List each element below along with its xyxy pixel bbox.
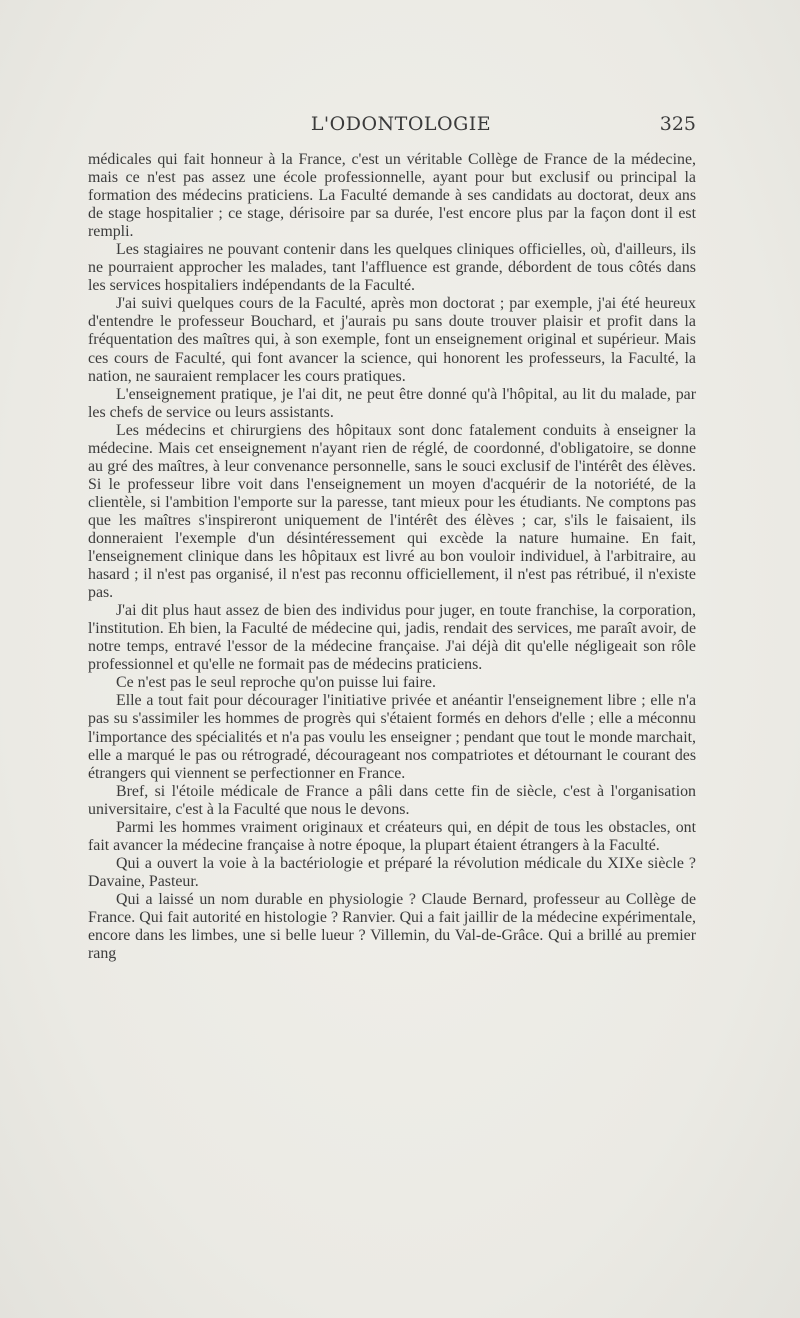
paragraph: Elle a tout fait pour décourager l'initiative privée et anéantir l'enseignement libre ; elle n'a pas su s'assimiler les hommes de progrès qui s'étaient formés en dehors d'elle ; elle a méconnu l'importance des spécialités et n'a pas voulu les enseigner ; pendant que tout le monde marchait, elle a marqué le pas ou rétrogradé, décourageant nos compatriotes et détournant le courant des étrangers qui viennent se perfectionner en France. (88, 692, 696, 782)
paragraph: Les médecins et chirurgiens des hôpitaux sont donc fatalement conduits à enseigner la médecine. Mais cet enseignement n'ayant rien de réglé, de coordonné, d'obligatoire, se donne au gré des maîtres, à leur convenance personnelle, sans le souci exclusif de l'intérêt des élèves. Si le professeur libre voit dans l'enseignement un moyen d'acquérir de la notoriété, de la clientèle, si l'ambition l'emporte sur la paresse, tant mieux pour les étudiants. Ne comptons pas que les maîtres s'inspireront uniquement de l'intérêt des élèves ; car, s'ils le faisaient, ils donneraient l'exemple d'un désintéressement qui excède la nature humaine. En fait, l'enseignement clinique dans les hôpitaux est livré au bon vouloir individuel, à l'arbitraire, au hasard ; il n'est pas organisé, il n'est pas reconnu officiellement, il n'est pas rétribué, il n'existe pas. (88, 421, 696, 602)
page-number: 325 (659, 113, 696, 135)
paragraph: Qui a ouvert la voie à la bactériologie et préparé la révolution médicale du XIXe siècle ? Davaine, Pasteur. (88, 854, 696, 890)
paragraph: J'ai suivi quelques cours de la Faculté, après mon doctorat ; par exemple, j'ai été heureux d'entendre le professeur Bouchard, et j'aurais pu sans doute trouver plaisir et profit dans la fréquentation des maîtres qui, à son exemple, font un enseignement original et supérieur. Mais ces cours de Faculté, qui font avancer la science, qui honorent les professeurs, la Faculté, la nation, ne sauraient remplacer les cours pratiques. (88, 295, 696, 385)
paragraph: Qui a laissé un nom durable en physiologie ? Claude Bernard, professeur au Collège de France. Qui fait autorité en histologie ? Ranvier. Qui a fait jaillir de la médecine expérimentale, encore dans les limbes, une si belle lueur ? Villemin, du Val-de-Grâce. Qui a brillé au premier rang (88, 890, 696, 963)
paragraph: Parmi les hommes vraiment originaux et créateurs qui, en dépit de tous les obstacles, ont fait avancer la médecine française à notre époque, la plupart étaient étrangers à la Faculté. (88, 818, 696, 854)
paragraph: Les stagiaires ne pouvant contenir dans les quelques cliniques officielles, où, d'ailleurs, ils ne pourraient approcher les malades, tant l'affluence est grande, débordent de tous côtés dans les services hospitaliers indépendants de la Faculté. (88, 241, 696, 295)
paragraph: Ce n'est pas le seul reproche qu'on puisse lui faire. (116, 674, 436, 692)
paragraph: médicales qui fait honneur à la France, c'est un véritable Collège de France de la médecine, mais ce n'est pas assez une école professionnelle, ayant pour but exclusif ou principal la formation des médecins praticiens. La Faculté demande à ses candidats au doctorat, deux ans de stage hospitalier ; ce stage, dérisoire par sa durée, l'est encore plus par la façon dont il est rempli. (88, 151, 696, 241)
body-text (88, 151, 696, 963)
running-title: L'ODONTOLOGIE (310, 113, 492, 135)
paragraph: Bref, si l'étoile médicale de France a pâli dans cette fin de siècle, c'est à l'organisation universitaire, c'est à la Faculté que nous le devons. (88, 782, 696, 818)
running-header (106, 113, 696, 143)
paragraph: J'ai dit plus haut assez de bien des individus pour juger, en toute franchise, la corporation, l'institution. Eh bien, la Faculté de médecine qui, jadis, rendait des services, me paraît avoir, de notre temps, entravé l'essor de la médecine française. J'ai déjà dit qu'elle négligeait son rôle professionnel et qu'elle ne formait pas de médecins praticiens. (88, 602, 696, 674)
paragraph: L'enseignement pratique, je l'ai dit, ne peut être donné qu'à l'hôpital, au lit du malade, par les chefs de service ou leurs assistants. (88, 385, 696, 421)
